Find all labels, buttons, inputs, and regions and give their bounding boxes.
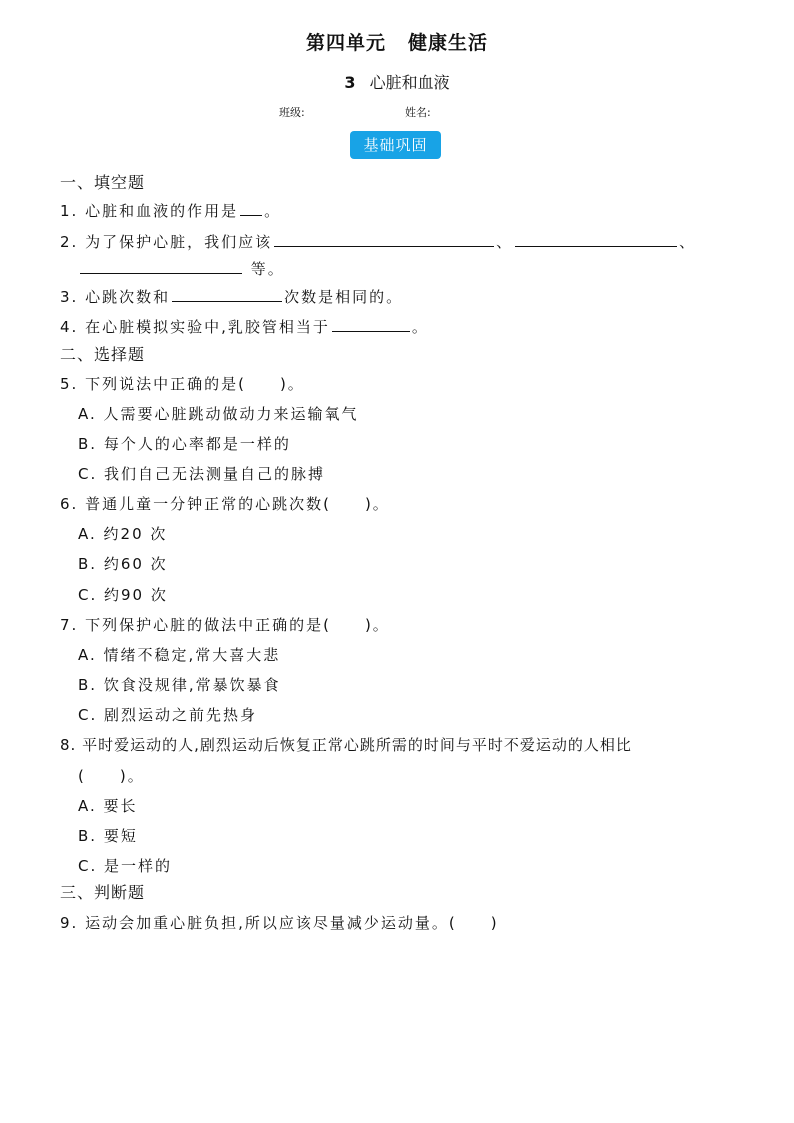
question-2: [60, 231, 696, 252]
option-7b[interactable]: B. 饮食没规律,常暴饮暴食: [78, 676, 281, 694]
question-number: 9.: [60, 914, 79, 932]
answer-blank[interactable]: [515, 231, 677, 247]
question-number: 1.: [60, 202, 79, 220]
class-label: 班级:: [279, 106, 305, 119]
section-heading-judge: 三、判断题: [60, 883, 146, 902]
unit-title: [0, 28, 794, 55]
option-6b[interactable]: B. 约60 次: [78, 555, 168, 573]
question-text: 在心脏模拟实验中,乳胶管相当于: [85, 318, 330, 336]
section-heading-choice: 二、选择题: [60, 345, 146, 364]
question-number: 3.: [60, 288, 79, 306]
question-text: 平时爱运动的人,剧烈运动后恢复正常心跳所需的时间与平时不爱运动的人相比: [82, 736, 632, 754]
option-8b[interactable]: B. 要短: [78, 827, 138, 845]
option-6a[interactable]: A. 约20 次: [78, 525, 168, 543]
question-9: [60, 912, 499, 933]
option-7c[interactable]: C. 剧烈运动之前先热身: [78, 706, 258, 724]
question-text: 运动会加重心脏负担,所以应该尽量减少运动量。( ): [85, 914, 499, 932]
question-number: 5.: [60, 375, 79, 393]
answer-blank[interactable]: [240, 200, 262, 216]
option-5a[interactable]: A. 人需要心脏跳动做动力来运输氧气: [78, 405, 359, 423]
answer-blank[interactable]: [80, 258, 242, 274]
option-8a[interactable]: A. 要长: [78, 797, 138, 815]
unit-label: 第四单元: [305, 32, 386, 54]
separator: 、: [496, 233, 514, 251]
question-1: [60, 200, 281, 221]
question-number: 6.: [60, 495, 79, 513]
question-text: 下列保护心脏的做法中正确的是( )。: [85, 616, 390, 634]
question-text: 普通儿童一分钟正常的心跳次数( )。: [85, 495, 390, 513]
question-7: [60, 614, 390, 635]
option-6c[interactable]: C. 约90 次: [78, 586, 168, 604]
question-text-end: 。: [411, 318, 429, 336]
lesson-name: 心脏和血液: [369, 73, 450, 92]
question-5: [60, 373, 305, 394]
option-5b[interactable]: B. 每个人的心率都是一样的: [78, 435, 291, 453]
answer-blank[interactable]: [332, 316, 410, 332]
question-number: 4.: [60, 318, 79, 336]
lesson-number: 3: [344, 73, 356, 92]
lesson-title: [0, 70, 794, 93]
question-text: 心脏和血液的作用是: [85, 202, 239, 220]
answer-blank[interactable]: [274, 231, 494, 247]
question-number: 8.: [60, 736, 77, 754]
option-5c[interactable]: C. 我们自己无法测量自己的脉搏: [78, 465, 326, 483]
answer-blank[interactable]: [172, 286, 282, 302]
section-heading-fill: 一、填空题: [60, 173, 146, 192]
question-8: [60, 734, 632, 755]
question-2-cont: [78, 258, 285, 279]
section-badge: 基础巩固: [350, 131, 441, 159]
option-8c[interactable]: C. 是一样的: [78, 857, 173, 875]
question-6: [60, 493, 390, 514]
option-7a[interactable]: A. 情绪不稳定,常大喜大悲: [78, 646, 281, 664]
name-label: 姓名:: [405, 106, 431, 119]
question-text-end: 等。: [250, 260, 285, 278]
question-8-cont: ( )。: [78, 767, 145, 785]
question-text-end: 次数是相同的。: [284, 288, 404, 306]
question-text: 下列说法中正确的是( )。: [85, 375, 305, 393]
question-number: 2.: [60, 233, 79, 251]
unit-theme: 健康生活: [408, 32, 489, 54]
question-number: 7.: [60, 616, 79, 634]
question-4: [60, 316, 429, 337]
question-text: 心跳次数和: [85, 288, 171, 306]
question-3: [60, 286, 403, 307]
separator: 、: [679, 233, 697, 251]
question-text: 为了保护心脏，我们应该: [85, 233, 273, 251]
question-text-end: 。: [264, 202, 282, 220]
